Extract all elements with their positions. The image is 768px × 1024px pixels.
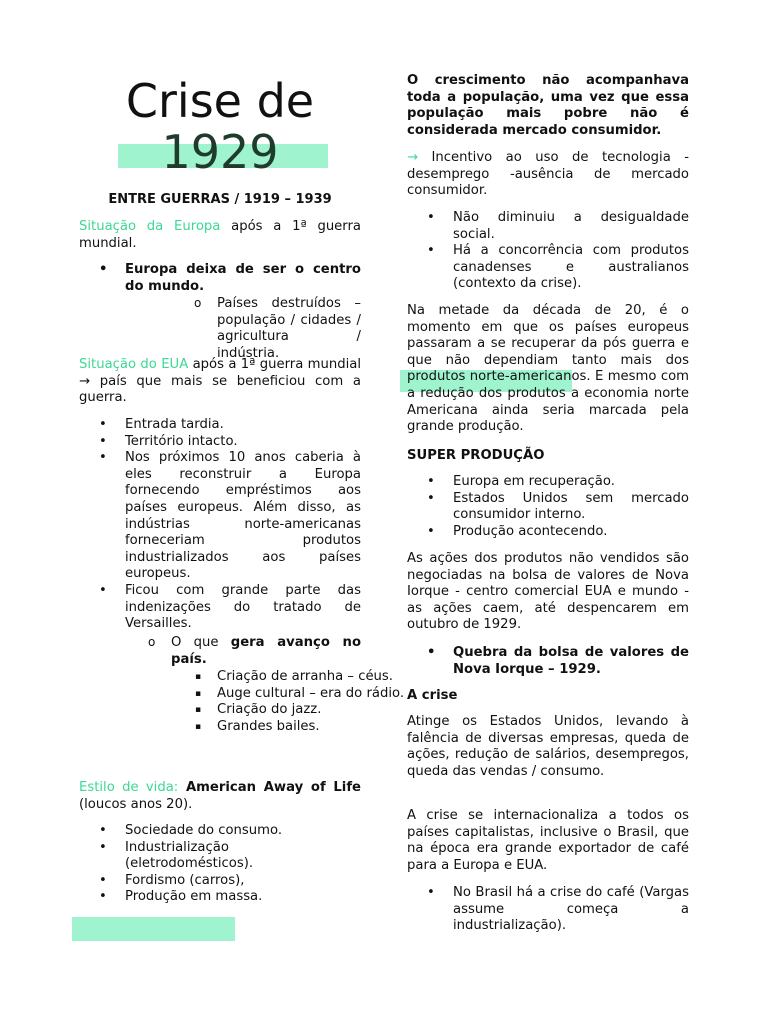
list-item: • Estados Unidos sem mercado consumidor interno. <box>407 491 689 524</box>
super-list <box>407 474 689 540</box>
eua-list <box>79 417 361 633</box>
list-item: • Entrada tardia. <box>79 417 361 434</box>
list-item <box>171 635 361 668</box>
list-item: • Quebra da bolsa de valores de Nova Iorque – 1929. <box>407 645 689 678</box>
europa-list <box>79 262 361 295</box>
list-item: • Produção acontecendo. <box>407 524 689 541</box>
list-item: • Há a concorrência com produtos canadenses e australianos (contexto da crise). <box>407 243 689 293</box>
atinge-paragraph: Atinge os Estados Unidos, levando à falência de diversas empresas, queda de ações, redução de salários, desempregos, queda das vendas / consumo. <box>407 714 689 779</box>
list-item: • Território intacto. <box>79 434 361 451</box>
acoes-paragraph: As ações dos produtos não vendidos são negociadas na bolsa de valores de Nova Iorque - centro comercial EUA e mundo - as ações caem, até despencarem em outubro de 1929. <box>407 551 689 633</box>
crescimento-paragraph: O crescimento não acompanhava toda a população, uma vez que essa população mais pobre não é considerada mercado consumidor. <box>407 73 689 138</box>
metade-paragraph: Na metade da década de 20, é o momento em que os países europeus passaram a se recuperar da pós guerra e que não dependiam tanto mais dos produtos norte-americanos. E mesmo com a redução dos produtos a economia norte Americana ainda seria marcada pela grande produção. <box>407 303 689 435</box>
list-item: • No Brasil há a crise do café (Vargas assume começa a industrialização). <box>407 885 689 935</box>
europa-text: após a 1ª guerra mundial. <box>79 219 361 251</box>
eua-text: após a 1ª guerra mundial → país que mais se beneficiou com a guerra. <box>79 357 361 406</box>
europa-label: Situação da Europa <box>79 219 221 234</box>
list-item: • Industrialização (eletrodomésticos). <box>79 840 361 873</box>
crise-heading: A crise <box>407 688 458 703</box>
list-item: ▪ Grandes bailes. <box>217 719 407 736</box>
estilo-list <box>79 823 361 906</box>
incentivo-text: Incentivo ao uso de tecnologia - desemprego -ausência de mercado consumidor. <box>407 150 689 199</box>
list-item: • Não diminuiu a desigualdade social. <box>407 210 689 243</box>
title-line-1: Crise de <box>125 74 315 128</box>
list-item: • Produção em massa. <box>79 889 361 906</box>
europa-paragraph <box>79 219 361 252</box>
avanco-items <box>217 669 407 735</box>
list-item: o Países destruídos – população / cidades / agricultura / indústria. <box>217 296 361 362</box>
page-title <box>79 76 361 177</box>
list-item: • Nos próximos 10 anos caberia à eles reconstruir a Europa fornecendo empréstimos aos países europeus. Além disso, as indústrias norte-americanas forneceriam produtos industrializados aos países europeus. <box>79 450 361 583</box>
avanco-bold: gera avanço no país. <box>171 635 361 667</box>
list-item: • Sociedade do consumo. <box>79 823 361 840</box>
list-item: ▪ Criação do jazz. <box>217 702 407 719</box>
incentivo-list <box>407 210 689 293</box>
super-heading: SUPER PRODUÇÃO <box>407 448 545 463</box>
list-item: • Europa deixa de ser o centro do mundo. <box>79 262 361 295</box>
list-item: • Europa em recuperação. <box>407 474 689 491</box>
estilo-paragraph <box>79 780 361 813</box>
list-item: ▪ Criação de arranha – céus. <box>217 669 407 686</box>
incentivo-paragraph <box>407 150 689 200</box>
title-line-2: 1929 <box>161 125 279 179</box>
brasil-list <box>407 885 689 935</box>
list-item: • Ficou com grande parte das indenizações do tratado de Versailles. <box>79 583 361 633</box>
arrow-icon: → <box>407 150 419 165</box>
footer-highlight-bar <box>72 917 235 941</box>
estilo-text: (loucos anos 20). <box>79 796 193 812</box>
avanco-prefix: O que <box>171 635 231 650</box>
quebra-list <box>407 645 689 678</box>
eua-label: Situação do EUA <box>79 357 189 372</box>
internacionaliza-paragraph: A crise se internacionaliza a todos os países capitalistas, inclusive o Brasil, que na época era grande exportador de café para a Europa e EUA. <box>407 808 689 873</box>
subtitle: ENTRE GUERRAS / 1919 – 1939 <box>108 192 332 207</box>
list-item: ▪ Auge cultural – era do rádio. <box>217 686 407 703</box>
europa-sublist <box>171 296 361 362</box>
avanco-sublist <box>125 635 361 668</box>
eua-paragraph <box>79 357 361 407</box>
list-item: • Fordismo (carros), <box>79 873 361 890</box>
estilo-label: Estilo de vida: <box>79 780 179 795</box>
estilo-bold: American Away of Life <box>178 780 361 795</box>
